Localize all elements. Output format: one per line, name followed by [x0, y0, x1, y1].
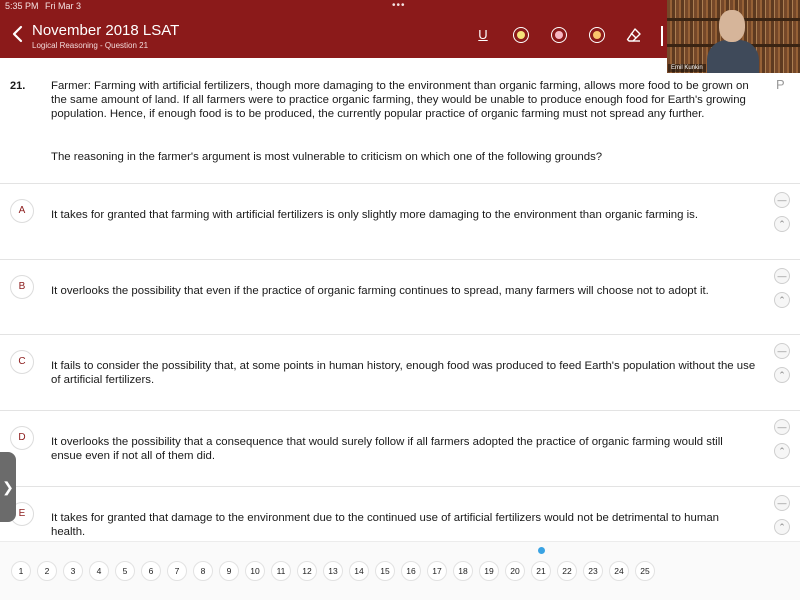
highlight-pink-icon [555, 31, 563, 39]
question-stem: The reasoning in the farmer's argument is most vulnerable to criticism on which one of the following grounds? [51, 151, 603, 163]
chevron-left-icon [10, 24, 26, 44]
question-nav-25[interactable]: 25 [635, 561, 655, 581]
question-nav-5[interactable]: 5 [115, 561, 135, 581]
collapse-button-c[interactable]: ⌃ [774, 367, 790, 383]
header-divider [661, 26, 663, 46]
question-nav-9[interactable]: 9 [219, 561, 239, 581]
participant-head [719, 10, 745, 42]
page-title: November 2018 LSAT [32, 22, 180, 39]
status-bar-time [5, 1, 81, 11]
question-nav-13[interactable]: 13 [323, 561, 343, 581]
question-nav-15[interactable]: 15 [375, 561, 395, 581]
underline-tool-button[interactable]: U [478, 27, 488, 42]
question-nav-11[interactable]: 11 [271, 561, 291, 581]
flag-button[interactable]: P [776, 77, 785, 92]
question-nav-18[interactable]: 18 [453, 561, 473, 581]
answer-text-a: It takes for granted that farming with artificial fertilizers is only slightly more damaging to the environment than organic farming is. [51, 209, 699, 221]
answer-text-d: It overlooks the possibility that a consequence that would surely follow if all farmers adopted the practice of organic farming would still ensue even if not all of them did. [51, 436, 723, 463]
answer-letter-d[interactable]: D [10, 426, 34, 450]
highlight-yellow-icon [517, 31, 525, 39]
question-number: 21. [10, 80, 26, 92]
highlight-pink-button[interactable] [551, 27, 567, 43]
answer-text-c: It fails to consider the possibility that, at some points in human history, enough food was produced to feed Earth's population without the use of artificial fertilizers. [51, 360, 756, 387]
highlight-yellow-button[interactable] [513, 27, 529, 43]
video-thumbnail[interactable] [667, 0, 800, 73]
answer-text-b: It overlooks the possibility that even if the practice of organic farming continues to spread, many farmers will choose not to adopt it. [51, 285, 709, 297]
answer-letter-a[interactable]: A [10, 199, 34, 223]
question-nav-8[interactable]: 8 [193, 561, 213, 581]
question-nav-20[interactable]: 20 [505, 561, 525, 581]
collapse-button-b[interactable]: ⌃ [774, 292, 790, 308]
strikethrough-button-d[interactable]: — [774, 419, 790, 435]
question-nav-22[interactable]: 22 [557, 561, 577, 581]
question-nav-16[interactable]: 16 [401, 561, 421, 581]
status-time: 5:35 PM [5, 1, 39, 11]
strikethrough-button-a[interactable]: — [774, 192, 790, 208]
page-subtitle: Logical Reasoning - Question 21 [32, 41, 149, 50]
side-drawer-tab[interactable]: ❯ [0, 452, 16, 522]
highlight-orange-button[interactable] [589, 27, 605, 43]
current-question-indicator [538, 547, 545, 554]
status-date: Fri Mar 3 [45, 1, 82, 11]
question-nav-12[interactable]: 12 [297, 561, 317, 581]
question-nav-17[interactable]: 17 [427, 561, 447, 581]
answer-choice-a[interactable] [0, 183, 800, 259]
question-nav-10[interactable]: 10 [245, 561, 265, 581]
participant-body [707, 40, 759, 73]
question-nav-24[interactable]: 24 [609, 561, 629, 581]
question-nav-3[interactable]: 3 [63, 561, 83, 581]
answer-choice-b[interactable] [0, 259, 800, 335]
question-nav-23[interactable]: 23 [583, 561, 603, 581]
collapse-button-d[interactable]: ⌃ [774, 443, 790, 459]
multitasking-dots[interactable]: ••• [392, 0, 406, 11]
collapse-button-a[interactable]: ⌃ [774, 216, 790, 232]
highlight-orange-icon [593, 31, 601, 39]
answer-choice-d[interactable] [0, 410, 800, 486]
answer-text-e: It takes for granted that damage to the environment due to the continued use of artificial fertilizers would not be detrimental to human health. [51, 512, 720, 539]
question-stimulus: Farmer: Farming with artificial fertilizers, though more damaging to the environment than organic farming, allows more food to be grown on the same amount of land. If all farmers were to practice organic farming, they would be unable to produce enough food for Earth's growing population. Hence, if enough food is to be produced, the currently popular practice of organic farming must not spread any further. [51, 80, 749, 121]
answer-letter-c[interactable]: C [10, 350, 34, 374]
answer-choice-c[interactable] [0, 334, 800, 410]
question-nav-14[interactable]: 14 [349, 561, 369, 581]
collapse-button-e[interactable]: ⌃ [774, 519, 790, 535]
participant-name: Emil Kunkin [668, 64, 706, 72]
question-nav-21[interactable]: 21 [531, 561, 551, 581]
eraser-button[interactable] [626, 27, 642, 43]
question-nav-2[interactable]: 2 [37, 561, 57, 581]
question-nav-4[interactable]: 4 [89, 561, 109, 581]
question-nav-6[interactable]: 6 [141, 561, 161, 581]
eraser-icon [626, 27, 642, 43]
question-nav-7[interactable]: 7 [167, 561, 187, 581]
strikethrough-button-c[interactable]: — [774, 343, 790, 359]
answer-choice-e[interactable] [0, 486, 800, 541]
answer-letter-e[interactable]: E [10, 502, 34, 526]
question-nav-19[interactable]: 19 [479, 561, 499, 581]
back-button[interactable] [10, 24, 26, 44]
answer-letter-b[interactable]: B [10, 275, 34, 299]
strikethrough-button-b[interactable]: — [774, 268, 790, 284]
question-navigator [0, 541, 800, 600]
question-nav-1[interactable]: 1 [11, 561, 31, 581]
strikethrough-button-e[interactable]: — [774, 495, 790, 511]
